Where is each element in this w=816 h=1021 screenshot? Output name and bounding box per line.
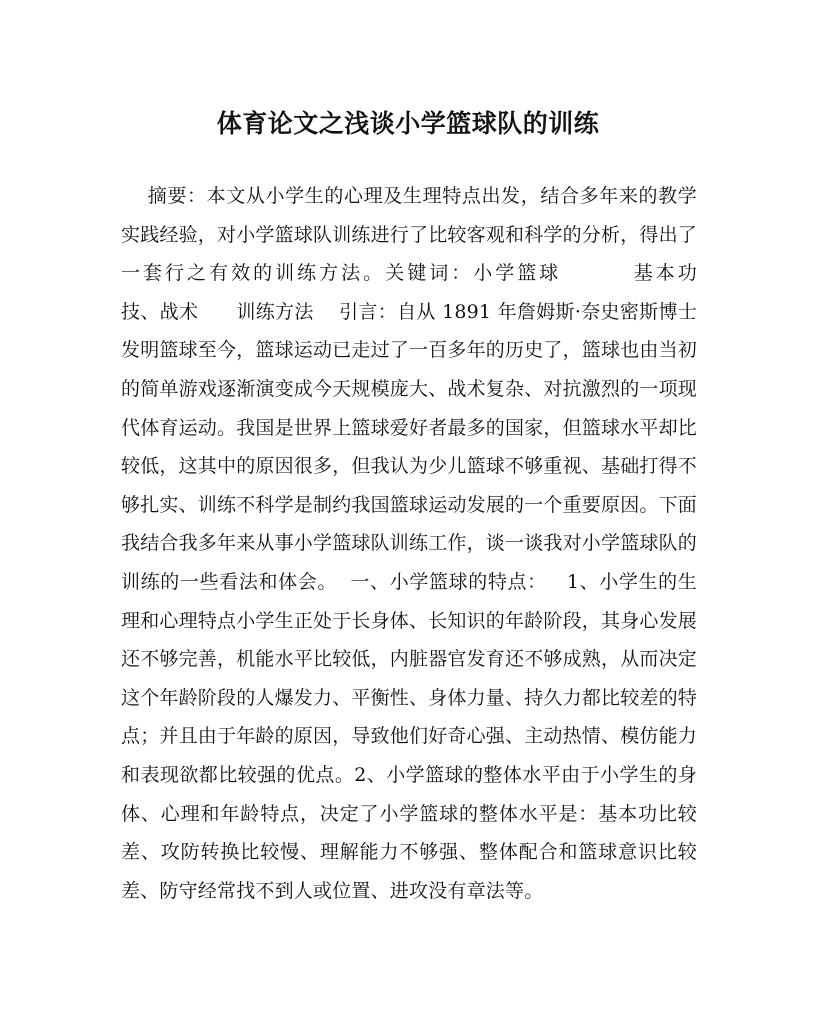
document-body-paragraph: 摘要：本文从小学生的心理及生理特点出发，结合多年来的教学实践经验，对小学篮球队训练进行了比较客观和科学的分析，得出了一套行之有效的训练方法。关键词：小学篮球 基本功 技、战术 训练方法 引言：自从 1891 年詹姆斯·奈史密斯博士发明篮球至今，篮球运动已走过了一百多年的历史了，篮球也由当初的简单游戏逐渐演变成今天规模庞大、战术复杂、对抗激烈的一项现代体育运动。我国是世界上篮球爱好者最多的国家，但篮球水平却比较低，这其中的原因很多，但我认为少儿篮球不够重视、基础打得不够扎实、训练不科学是制约我国篮球运动发展的一个重要原因。下面我结合我多年来从事小学篮球队训练工作，谈一谈我对小学篮球队的训练的一些看法和体会。 一、小学篮球的特点： 1、小学生的生理和心理特点小学生正处于长身体、长知识的年龄阶段，其身心发展还不够完善，机能水平比较低，内脏器官发育还不够成熟，从而决定这个年龄阶段的人爆发力、平衡性、身体力量、持久力都比较差的特点；并且由于年龄的原因，导致他们好奇心强、主动热情、模仿能力和表现欲都比较强的优点。2、小学篮球的整体水平由于小学生的身体、心理和年龄特点，决定了小学篮球的整体水平是：基本功比较差、攻防转换比较慢、理解能力不够强、整体配合和篮球意识比较差、防守经常找不到人或位置、进攻没有章法等。	[121, 185, 747, 902]
document-title: 体育论文之浅谈小学篮球队的训练	[216, 109, 600, 138]
